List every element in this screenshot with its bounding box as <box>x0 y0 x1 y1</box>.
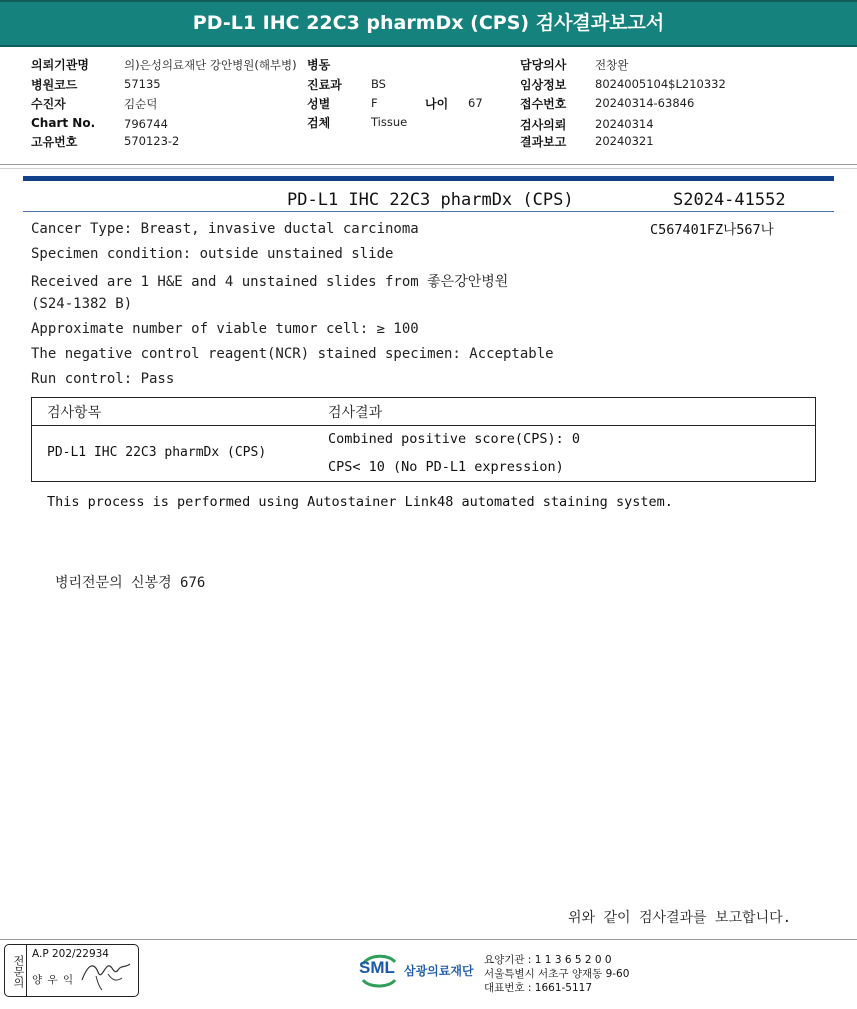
result-table-header-rule <box>31 425 816 426</box>
stamp-license-no: A.P 202/22934 <box>32 948 109 960</box>
label-doctor: 담당의사 <box>520 58 567 72</box>
report-line-cancer-type: Cancer Type: Breast, invasive ductal carcinoma <box>31 221 419 237</box>
value-specimen: Tissue <box>371 115 408 129</box>
label-requester: 의뢰기관명 <box>31 58 89 72</box>
label-hospital-code: 병원코드 <box>31 78 78 92</box>
report-line-received: Received are 1 H&E and 4 unstained slides from 좋은강안병원 <box>31 274 509 290</box>
label-request-date: 검사의뢰 <box>520 118 567 132</box>
report-line-block-id: (S24-1382 B) <box>31 296 133 312</box>
report-line-negative-control: The negative control reagent(NCR) stained specimen: Acceptable <box>31 346 554 362</box>
header-divider <box>0 164 857 165</box>
logo-text: SML <box>359 958 395 977</box>
specimen-code: C567401FZ나567나 <box>650 222 774 238</box>
value-hospital-code: 57135 <box>124 77 161 91</box>
contact-institution-code: 요양기관 : 1 1 3 6 5 2 0 0 <box>484 954 612 966</box>
value-doctor: 전창완 <box>595 58 629 72</box>
pathologist-signature: 병리전문의 신봉경 676 <box>55 575 206 591</box>
label-report-date: 결과보고 <box>520 135 567 149</box>
report-line-specimen-condition: Specimen condition: outside unstained slide <box>31 246 394 262</box>
table-cell-item: PD-L1 IHC 22C3 pharmDx (CPS) <box>47 445 267 460</box>
handwritten-signature <box>78 954 136 992</box>
value-report-date: 20240321 <box>595 134 654 148</box>
value-request-date: 20240314 <box>595 117 654 131</box>
header-divider-secondary <box>0 168 857 169</box>
report-title: PD-L1 IHC 22C3 pharmDx (CPS) 검사결과보고서 <box>192 12 665 34</box>
value-sex: F <box>371 96 378 110</box>
label-accession-no: 접수번호 <box>520 97 567 111</box>
test-title: PD-L1 IHC 22C3 pharmDx (CPS) <box>287 190 574 210</box>
report-line-tumor-cell: Approximate number of viable tumor cell: ≥ 100 <box>31 321 419 337</box>
value-clinical-info: 8024005104$L210332 <box>595 77 726 91</box>
value-unique-no: 570123-2 <box>124 134 180 148</box>
report-top-rule <box>23 176 834 181</box>
value-accession-no: 20240314-63846 <box>595 96 695 110</box>
label-ward: 병동 <box>307 58 331 72</box>
stamp-divider <box>26 945 27 996</box>
label-patient: 수진자 <box>31 97 66 111</box>
footer-divider <box>0 939 857 940</box>
value-age: 67 <box>468 96 483 110</box>
value-chart-no: 796744 <box>124 117 168 131</box>
label-age: 나이 <box>425 97 449 111</box>
value-requester: 의)은성의료재단 강안병원(해부병) <box>124 58 297 72</box>
label-department: 진료과 <box>307 78 342 92</box>
label-clinical-info: 임상정보 <box>520 78 567 92</box>
closing-statement: 위와 같이 검사결과를 보고합니다. <box>568 910 792 926</box>
title-underline <box>23 211 834 212</box>
value-department: BS <box>371 77 386 91</box>
stamp-vertical-label: 전문의 <box>12 954 25 988</box>
contact-phone: 대표번호 : 1661-5117 <box>484 982 593 994</box>
process-note: This process is performed using Autostainer Link48 automated staining system. <box>47 494 673 510</box>
table-cell-cps-interpretation: CPS< 10 (No PD-L1 expression) <box>328 459 564 475</box>
label-specimen: 검체 <box>307 116 331 130</box>
report-line-run-control: Run control: Pass <box>31 371 175 387</box>
table-cell-cps-score: Combined positive score(CPS): 0 <box>328 431 580 447</box>
table-header-result: 검사결과 <box>328 405 383 421</box>
value-patient: 김순덕 <box>124 97 158 111</box>
table-header-item: 검사항목 <box>47 405 102 421</box>
label-sex: 성별 <box>307 97 331 111</box>
org-name: 삼광의료재단 <box>404 964 474 978</box>
case-number: S2024-41552 <box>673 190 786 210</box>
label-chart-no: Chart No. <box>31 116 96 130</box>
contact-address: 서울특별시 서초구 양재동 9-60 <box>484 968 630 980</box>
stamp-name: 양 우 익 <box>32 974 75 986</box>
label-unique-no: 고유번호 <box>31 135 78 149</box>
